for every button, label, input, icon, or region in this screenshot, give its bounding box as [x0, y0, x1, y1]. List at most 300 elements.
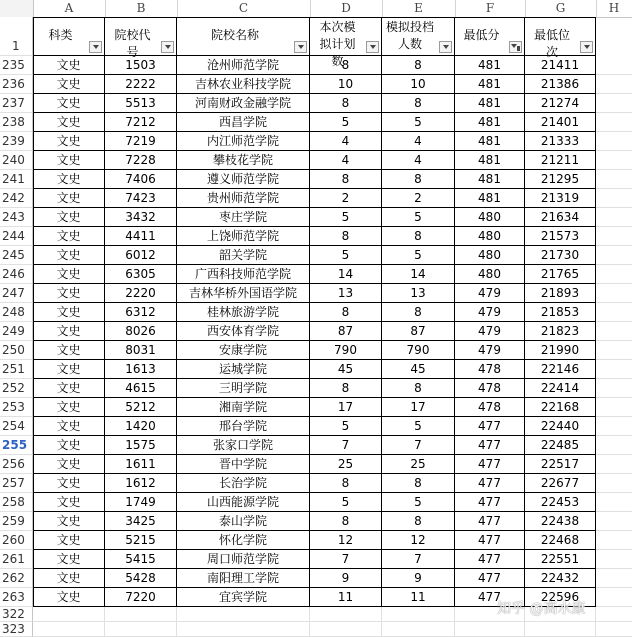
table-cell[interactable]: 87: [382, 322, 455, 341]
table-cell[interactable]: 6012: [105, 246, 177, 265]
table-cell[interactable]: 攀枝花学院: [177, 151, 310, 170]
table-cell[interactable]: 5: [382, 246, 455, 265]
table-cell[interactable]: 479: [455, 303, 525, 322]
table-cell[interactable]: 480: [455, 246, 525, 265]
table-cell[interactable]: 2220: [105, 284, 177, 303]
table-cell[interactable]: 21634: [525, 208, 596, 227]
table-cell[interactable]: 477: [455, 436, 525, 455]
row-number[interactable]: 248: [0, 303, 33, 322]
table-cell[interactable]: 8: [310, 512, 382, 531]
row-number[interactable]: 250: [0, 341, 33, 360]
table-cell[interactable]: 5212: [105, 398, 177, 417]
table-cell[interactable]: 790: [310, 341, 382, 360]
table-cell[interactable]: 贵州师范学院: [177, 189, 310, 208]
table-cell[interactable]: 6312: [105, 303, 177, 322]
gridline: [596, 150, 632, 151]
gridline: [104, 607, 105, 636]
row-number[interactable]: 235: [0, 56, 33, 75]
table-cell[interactable]: 1613: [105, 360, 177, 379]
table-cell[interactable]: 南阳理工学院: [177, 569, 310, 588]
row-number[interactable]: 242: [0, 189, 33, 208]
table-cell[interactable]: 吉林华桥外国语学院: [177, 284, 310, 303]
column-letter-a[interactable]: A: [33, 0, 106, 17]
table-cell[interactable]: 21319: [525, 189, 596, 208]
filter-dropdown-icon[interactable]: [439, 41, 452, 53]
table-cell[interactable]: 11: [310, 588, 382, 607]
row-number[interactable]: 260: [0, 531, 33, 550]
table-cell[interactable]: 河南财政金融学院: [177, 94, 310, 113]
table-cell[interactable]: 790: [382, 341, 455, 360]
table-cell[interactable]: 22146: [525, 360, 596, 379]
table-cell[interactable]: 21295: [525, 170, 596, 189]
table-cell[interactable]: 22485: [525, 436, 596, 455]
table-cell[interactable]: 文史: [33, 569, 105, 588]
gridline: [596, 264, 632, 265]
table-cell[interactable]: 477: [455, 455, 525, 474]
column-header-label: 最低分: [463, 28, 500, 42]
table-cell[interactable]: 4: [382, 151, 455, 170]
table-cell[interactable]: 文史: [33, 94, 105, 113]
table-cell[interactable]: 泰山学院: [177, 512, 310, 531]
column-header-bar: [0, 0, 632, 18]
gridline: [596, 511, 632, 512]
table-cell[interactable]: 10: [310, 75, 382, 94]
table-cell[interactable]: 11: [382, 588, 455, 607]
table-cell[interactable]: 478: [455, 379, 525, 398]
table-cell[interactable]: 7: [310, 550, 382, 569]
table-cell[interactable]: 8: [382, 474, 455, 493]
table-cell[interactable]: 4: [310, 151, 382, 170]
row-number[interactable]: 236: [0, 75, 33, 94]
table-cell[interactable]: 5: [382, 113, 455, 132]
table-cell[interactable]: 22517: [525, 455, 596, 474]
gridline: [596, 397, 632, 398]
table-cell[interactable]: 文史: [33, 189, 105, 208]
table-cell[interactable]: 481: [455, 170, 525, 189]
table-cell[interactable]: 22438: [525, 512, 596, 531]
column-letter-b[interactable]: B: [105, 0, 178, 17]
table-cell[interactable]: 文史: [33, 246, 105, 265]
table-cell[interactable]: 7: [382, 550, 455, 569]
table-cell[interactable]: 25: [382, 455, 455, 474]
table-cell[interactable]: 文史: [33, 341, 105, 360]
table-cell[interactable]: 22168: [525, 398, 596, 417]
table-cell[interactable]: 5: [310, 493, 382, 512]
row-number[interactable]: 323: [0, 622, 33, 637]
table-cell[interactable]: 8: [382, 56, 455, 75]
gridline: [596, 112, 632, 113]
table-cell[interactable]: 4: [310, 132, 382, 151]
gridline: [596, 283, 632, 284]
table-cell[interactable]: 1749: [105, 493, 177, 512]
column-header-7: [525, 17, 596, 59]
table-cell[interactable]: 文史: [33, 56, 105, 75]
table-cell[interactable]: 西安体育学院: [177, 322, 310, 341]
table-cell[interactable]: 13: [310, 284, 382, 303]
table-cell[interactable]: 长治学院: [177, 474, 310, 493]
table-cell[interactable]: 22677: [525, 474, 596, 493]
gridline: [596, 359, 632, 360]
table-cell[interactable]: 文史: [33, 531, 105, 550]
gridline: [596, 188, 632, 189]
row-number[interactable]: 253: [0, 398, 33, 417]
table-cell[interactable]: 21573: [525, 227, 596, 246]
table-cell[interactable]: 477: [455, 550, 525, 569]
table-cell[interactable]: 21853: [525, 303, 596, 322]
table-cell[interactable]: 22432: [525, 569, 596, 588]
table-cell[interactable]: 怀化学院: [177, 531, 310, 550]
column-header-label: 最低位次: [533, 28, 570, 59]
table-cell[interactable]: 8: [382, 379, 455, 398]
table-cell[interactable]: 文史: [33, 474, 105, 493]
row-number[interactable]: 257: [0, 474, 33, 493]
table-cell[interactable]: 5: [382, 417, 455, 436]
table-cell[interactable]: 17: [310, 398, 382, 417]
table-cell[interactable]: 张家口学院: [177, 436, 310, 455]
filter-applied-icon[interactable]: [509, 41, 522, 53]
table-cell[interactable]: 8026: [105, 322, 177, 341]
gridline: [596, 530, 632, 531]
table-cell[interactable]: 内江师范学院: [177, 132, 310, 151]
gridline: [176, 607, 177, 636]
table-cell[interactable]: 22453: [525, 493, 596, 512]
table-cell[interactable]: 安康学院: [177, 341, 310, 360]
table-cell[interactable]: 21823: [525, 322, 596, 341]
table-cell[interactable]: 477: [455, 417, 525, 436]
table-cell[interactable]: 21211: [525, 151, 596, 170]
table-cell[interactable]: 7228: [105, 151, 177, 170]
table-cell[interactable]: 478: [455, 398, 525, 417]
table-cell[interactable]: 韶关学院: [177, 246, 310, 265]
table-cell[interactable]: 文史: [33, 208, 105, 227]
table-cell[interactable]: 文史: [33, 75, 105, 94]
table-cell[interactable]: 480: [455, 227, 525, 246]
table-cell[interactable]: 7220: [105, 588, 177, 607]
table-cell[interactable]: 45: [382, 360, 455, 379]
table-cell[interactable]: 477: [455, 493, 525, 512]
table-cell[interactable]: 周口师范学院: [177, 550, 310, 569]
table-cell[interactable]: 8: [382, 303, 455, 322]
gridline: [381, 607, 382, 636]
row-number[interactable]: 254: [0, 417, 33, 436]
table-cell[interactable]: 文史: [33, 550, 105, 569]
row-number[interactable]: 263: [0, 588, 33, 607]
column-letter-g[interactable]: G: [525, 0, 597, 17]
gridline: [595, 607, 596, 636]
table-cell[interactable]: 479: [455, 284, 525, 303]
table-cell[interactable]: 480: [455, 265, 525, 284]
table-cell[interactable]: 7423: [105, 189, 177, 208]
table-cell[interactable]: 5: [310, 417, 382, 436]
select-all-corner[interactable]: [0, 0, 34, 17]
column-header-5: [382, 17, 455, 56]
table-cell[interactable]: 文史: [33, 512, 105, 531]
table-cell[interactable]: 文史: [33, 379, 105, 398]
table-cell[interactable]: 480: [455, 208, 525, 227]
table-cell[interactable]: 沧州师范学院: [177, 56, 310, 75]
filter-dropdown-icon[interactable]: [161, 41, 174, 53]
gridline: [596, 606, 632, 607]
table-cell[interactable]: 2: [310, 189, 382, 208]
table-cell[interactable]: 21411: [525, 56, 596, 75]
gridline: [596, 74, 632, 75]
gridline: [596, 435, 632, 436]
table-cell[interactable]: 西昌学院: [177, 113, 310, 132]
row-number[interactable]: 239: [0, 132, 33, 151]
table-cell[interactable]: 5415: [105, 550, 177, 569]
gridline: [596, 549, 632, 550]
row-number[interactable]: 243: [0, 208, 33, 227]
gridline: [454, 607, 455, 636]
column-letter-e[interactable]: E: [382, 0, 456, 17]
table-cell[interactable]: 22414: [525, 379, 596, 398]
table-cell[interactable]: 8: [310, 474, 382, 493]
table-cell[interactable]: 13: [382, 284, 455, 303]
table-cell[interactable]: 481: [455, 94, 525, 113]
table-cell[interactable]: 481: [455, 189, 525, 208]
row-number[interactable]: 322: [0, 607, 33, 622]
table-cell[interactable]: 文史: [33, 170, 105, 189]
filter-dropdown-icon[interactable]: [580, 41, 593, 53]
table-cell[interactable]: 1503: [105, 56, 177, 75]
table-cell[interactable]: 5428: [105, 569, 177, 588]
table-cell[interactable]: 山西能源学院: [177, 493, 310, 512]
column-header-1: [33, 17, 105, 56]
row-number[interactable]: 241: [0, 170, 33, 189]
table-cell[interactable]: 5: [310, 208, 382, 227]
table-cell[interactable]: 8031: [105, 341, 177, 360]
table-cell[interactable]: 477: [455, 588, 525, 607]
table-cell[interactable]: 22440: [525, 417, 596, 436]
gridline: [596, 454, 632, 455]
table-cell[interactable]: 8: [310, 303, 382, 322]
table-cell[interactable]: 5: [310, 113, 382, 132]
table-cell[interactable]: 文史: [33, 322, 105, 341]
column-header-6: [455, 17, 525, 56]
gridline: [596, 226, 632, 227]
table-cell[interactable]: 7212: [105, 113, 177, 132]
filter-dropdown-icon[interactable]: [366, 41, 379, 53]
table-cell[interactable]: 8: [310, 56, 382, 75]
table-cell[interactable]: 文史: [33, 417, 105, 436]
row-number[interactable]: 258: [0, 493, 33, 512]
table-cell[interactable]: 三明学院: [177, 379, 310, 398]
table-cell[interactable]: 晋中学院: [177, 455, 310, 474]
column-letter-c[interactable]: C: [177, 0, 311, 17]
table-cell[interactable]: 45: [310, 360, 382, 379]
table-cell[interactable]: 5: [382, 208, 455, 227]
table-cell[interactable]: 477: [455, 531, 525, 550]
table-cell[interactable]: 桂林旅游学院: [177, 303, 310, 322]
table-cell[interactable]: 477: [455, 569, 525, 588]
row-number[interactable]: 245: [0, 246, 33, 265]
table-cell[interactable]: 14: [382, 265, 455, 284]
table-cell[interactable]: 文史: [33, 303, 105, 322]
table-cell[interactable]: 1420: [105, 417, 177, 436]
table-cell[interactable]: 9: [382, 569, 455, 588]
row-number[interactable]: 252: [0, 379, 33, 398]
gridline: [596, 492, 632, 493]
table-cell[interactable]: 481: [455, 132, 525, 151]
table-cell[interactable]: 8: [310, 170, 382, 189]
table-cell[interactable]: 5215: [105, 531, 177, 550]
table-cell[interactable]: 481: [455, 113, 525, 132]
table-cell[interactable]: 文史: [33, 227, 105, 246]
row-number[interactable]: 237: [0, 94, 33, 113]
table-cell[interactable]: 邢台学院: [177, 417, 310, 436]
gridline: [33, 621, 632, 622]
table-cell[interactable]: 文史: [33, 588, 105, 607]
table-cell[interactable]: 文史: [33, 151, 105, 170]
table-cell[interactable]: 478: [455, 360, 525, 379]
table-cell[interactable]: 25: [310, 455, 382, 474]
column-header-2: [105, 17, 177, 59]
table-cell[interactable]: 12: [382, 531, 455, 550]
table-cell[interactable]: 481: [455, 75, 525, 94]
filter-dropdown-icon[interactable]: [89, 41, 102, 53]
table-cell[interactable]: 1612: [105, 474, 177, 493]
table-cell[interactable]: 17: [382, 398, 455, 417]
table-cell[interactable]: 文史: [33, 132, 105, 151]
table-cell[interactable]: 479: [455, 322, 525, 341]
table-cell[interactable]: 21401: [525, 113, 596, 132]
table-cell[interactable]: 文史: [33, 360, 105, 379]
table-cell[interactable]: 湘南学院: [177, 398, 310, 417]
table-cell[interactable]: 7: [310, 436, 382, 455]
row-number[interactable]: 256: [0, 455, 33, 474]
table-cell[interactable]: 5: [382, 493, 455, 512]
row-number[interactable]: 262: [0, 569, 33, 588]
table-cell[interactable]: 上饶师范学院: [177, 227, 310, 246]
row-number[interactable]: 1: [0, 17, 33, 56]
row-number[interactable]: 251: [0, 360, 33, 379]
table-cell[interactable]: 8: [382, 94, 455, 113]
row-number[interactable]: 261: [0, 550, 33, 569]
table-cell[interactable]: 遵义师范学院: [177, 170, 310, 189]
table-cell[interactable]: 4411: [105, 227, 177, 246]
table-cell[interactable]: 477: [455, 512, 525, 531]
row-number[interactable]: 246: [0, 265, 33, 284]
table-cell[interactable]: 7219: [105, 132, 177, 151]
table-cell[interactable]: 22596: [525, 588, 596, 607]
table-cell[interactable]: 21274: [525, 94, 596, 113]
table-cell[interactable]: 481: [455, 151, 525, 170]
gridline: [309, 607, 310, 636]
table-cell[interactable]: 宜宾学院: [177, 588, 310, 607]
table-cell[interactable]: 8: [382, 512, 455, 531]
gridline: [596, 321, 632, 322]
table-cell[interactable]: 文史: [33, 284, 105, 303]
table-cell[interactable]: 2222: [105, 75, 177, 94]
table-cell[interactable]: 文史: [33, 493, 105, 512]
table-cell[interactable]: 广西科技师范学院: [177, 265, 310, 284]
table-cell[interactable]: 8: [310, 94, 382, 113]
table-cell[interactable]: 22551: [525, 550, 596, 569]
column-letter-h[interactable]: H: [596, 0, 632, 17]
table-cell[interactable]: 文史: [33, 113, 105, 132]
table-cell[interactable]: 7406: [105, 170, 177, 189]
table-cell[interactable]: 21333: [525, 132, 596, 151]
gridline: [596, 416, 632, 417]
table-cell[interactable]: 文史: [33, 398, 105, 417]
row-number[interactable]: 255: [0, 436, 33, 455]
column-header-label: 院校代号: [114, 28, 151, 59]
table-cell[interactable]: 文史: [33, 265, 105, 284]
table-cell[interactable]: 3425: [105, 512, 177, 531]
table-cell[interactable]: 1575: [105, 436, 177, 455]
table-cell[interactable]: 3432: [105, 208, 177, 227]
gridline: [596, 473, 632, 474]
row-number[interactable]: 244: [0, 227, 33, 246]
table-cell[interactable]: 文史: [33, 436, 105, 455]
table-cell[interactable]: 8: [310, 379, 382, 398]
table-cell[interactable]: 9: [310, 569, 382, 588]
gridline: [596, 245, 632, 246]
table-cell[interactable]: 14: [310, 265, 382, 284]
gridline: [596, 378, 632, 379]
watermark-text: 知乎 @高水康: [497, 601, 586, 617]
table-cell[interactable]: 479: [455, 341, 525, 360]
table-cell[interactable]: 8: [310, 227, 382, 246]
table-cell[interactable]: 87: [310, 322, 382, 341]
column-letter-d[interactable]: D: [310, 0, 383, 17]
table-cell[interactable]: 文史: [33, 455, 105, 474]
filter-dropdown-icon[interactable]: [294, 41, 307, 53]
gridline: [596, 131, 632, 132]
table-cell[interactable]: 2: [382, 189, 455, 208]
table-cell[interactable]: 吉林农业科技学院: [177, 75, 310, 94]
gridline: [596, 302, 632, 303]
column-header-label: 本次模拟计划数: [319, 20, 356, 68]
table-cell[interactable]: 21893: [525, 284, 596, 303]
table-cell[interactable]: 21730: [525, 246, 596, 265]
row-number[interactable]: 238: [0, 113, 33, 132]
table-cell[interactable]: 21386: [525, 75, 596, 94]
table-cell[interactable]: 5: [310, 246, 382, 265]
table-cell[interactable]: 10: [382, 75, 455, 94]
table-cell[interactable]: 8: [382, 227, 455, 246]
table-cell[interactable]: 12: [310, 531, 382, 550]
table-cell[interactable]: 21990: [525, 341, 596, 360]
column-header-4: [310, 17, 382, 68]
table-cell[interactable]: 5513: [105, 94, 177, 113]
row-number[interactable]: 247: [0, 284, 33, 303]
gridline: [596, 340, 632, 341]
row-number[interactable]: 240: [0, 151, 33, 170]
column-letter-f[interactable]: F: [455, 0, 526, 17]
column-header-3: [177, 17, 310, 56]
row-number[interactable]: 259: [0, 512, 33, 531]
table-cell[interactable]: 4615: [105, 379, 177, 398]
table-cell[interactable]: 4: [382, 132, 455, 151]
table-cell[interactable]: 7: [382, 436, 455, 455]
gridline: [596, 169, 632, 170]
table-cell[interactable]: 21765: [525, 265, 596, 284]
gridline: [596, 207, 632, 208]
column-header-label: 院校名称: [210, 28, 259, 42]
table-cell[interactable]: 1611: [105, 455, 177, 474]
table-cell[interactable]: 6305: [105, 265, 177, 284]
column-header-label: 模拟投档人数: [386, 20, 435, 51]
table-cell[interactable]: 481: [455, 56, 525, 75]
table-cell[interactable]: 477: [455, 474, 525, 493]
gridline: [596, 587, 632, 588]
row-number[interactable]: 249: [0, 322, 33, 341]
table-cell[interactable]: 22468: [525, 531, 596, 550]
table-cell[interactable]: 枣庄学院: [177, 208, 310, 227]
table-cell[interactable]: 运城学院: [177, 360, 310, 379]
table-cell[interactable]: 8: [382, 170, 455, 189]
